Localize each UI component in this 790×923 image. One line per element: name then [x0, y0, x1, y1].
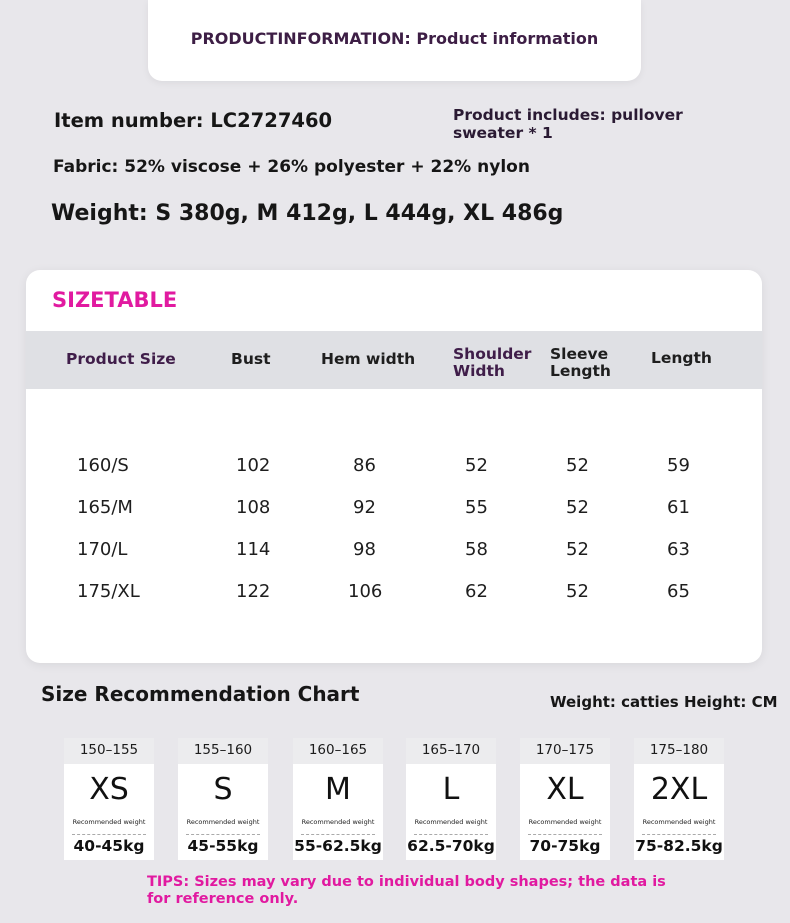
- height-range: 175–180: [634, 738, 724, 764]
- header-bust: Bust: [231, 350, 271, 368]
- size-card-s: [178, 738, 268, 860]
- height-range: 155–160: [178, 738, 268, 764]
- table-row: [26, 539, 762, 581]
- product-includes: Product includes: pullover sweater * 1: [453, 106, 683, 142]
- cell-shoulder-width: 55: [465, 497, 488, 518]
- height-range: 150–155: [64, 738, 154, 764]
- size-card-m: [293, 738, 383, 860]
- size-label: L: [442, 772, 460, 807]
- weight-range: 55-62.5kg: [294, 837, 382, 855]
- divider: [72, 834, 146, 835]
- divider: [186, 834, 260, 835]
- header-product-size: Product Size: [66, 350, 176, 368]
- cell-product-size: 160/S: [77, 455, 129, 476]
- height-range: 160–165: [293, 738, 383, 764]
- table-row: [26, 455, 762, 497]
- header-shoulder-width: Shoulder Width: [453, 345, 532, 380]
- weight-range: 70-75kg: [529, 837, 601, 855]
- item-number: Item number: LC2727460: [54, 109, 333, 132]
- recommended-weight-label: Recommended weight: [72, 818, 146, 826]
- size-table-header: [26, 331, 762, 389]
- size-label: 2XL: [650, 772, 708, 807]
- size-card-xl: [520, 738, 610, 860]
- size-table-title: SIZETABLE: [52, 288, 178, 312]
- size-label: XL: [546, 772, 584, 807]
- height-range: 170–175: [520, 738, 610, 764]
- cell-length: 65: [667, 581, 690, 602]
- cell-hem-width: 98: [353, 539, 376, 560]
- cell-hem-width: 106: [348, 581, 383, 602]
- size-table-card: [26, 270, 762, 663]
- divider: [301, 834, 375, 835]
- table-row: [26, 581, 762, 623]
- weight-range: 40-45kg: [73, 837, 145, 855]
- cell-hem-width: 86: [353, 455, 376, 476]
- product-information-card: [148, 0, 641, 81]
- cell-product-size: 165/M: [77, 497, 133, 518]
- cell-bust: 102: [236, 455, 271, 476]
- units-note: Weight: catties Height: CM: [550, 693, 778, 711]
- weight-range: 62.5-70kg: [407, 837, 495, 855]
- cell-product-size: 170/L: [77, 539, 128, 560]
- size-card-2xl: [634, 738, 724, 860]
- size-card-xs: [64, 738, 154, 860]
- size-card-l: [406, 738, 496, 860]
- recommended-weight-label: Recommended weight: [301, 818, 375, 826]
- cell-bust: 108: [236, 497, 271, 518]
- header-hem-width: Hem width: [321, 350, 416, 368]
- cell-sleeve-length: 52: [566, 539, 589, 560]
- divider: [414, 834, 488, 835]
- recommended-weight-label: Recommended weight: [414, 818, 488, 826]
- height-range: 165–170: [406, 738, 496, 764]
- cell-shoulder-width: 62: [465, 581, 488, 602]
- cell-length: 59: [667, 455, 690, 476]
- divider: [528, 834, 602, 835]
- table-row: [26, 497, 762, 539]
- recommended-weight-label: Recommended weight: [642, 818, 716, 826]
- product-information-title: PRODUCTINFORMATION: Product information: [190, 29, 599, 48]
- cell-length: 63: [667, 539, 690, 560]
- header-length: Length: [651, 349, 712, 367]
- recommended-weight-label: Recommended weight: [528, 818, 602, 826]
- tips-note: TIPS: Sizes may vary due to individual body shapes; the data is for reference only.: [147, 874, 666, 907]
- cell-bust: 114: [236, 539, 271, 560]
- cell-length: 61: [667, 497, 690, 518]
- cell-product-size: 175/XL: [77, 581, 140, 602]
- weight-range: 75-82.5kg: [635, 837, 723, 855]
- fabric-composition: Fabric: 52% viscose + 26% polyester + 22% nylon: [53, 157, 530, 177]
- weight-range: 45-55kg: [187, 837, 259, 855]
- cell-sleeve-length: 52: [566, 455, 589, 476]
- product-weight: Weight: S 380g, M 412g, L 444g, XL 486g: [51, 201, 564, 226]
- cell-shoulder-width: 58: [465, 539, 488, 560]
- cell-sleeve-length: 52: [566, 497, 589, 518]
- cell-shoulder-width: 52: [465, 455, 488, 476]
- size-label: XS: [89, 772, 129, 807]
- divider: [642, 834, 716, 835]
- cell-hem-width: 92: [353, 497, 376, 518]
- size-label: M: [325, 772, 351, 807]
- recommended-weight-label: Recommended weight: [186, 818, 260, 826]
- size-label: S: [213, 772, 233, 807]
- cell-sleeve-length: 52: [566, 581, 589, 602]
- header-sleeve-length: Sleeve Length: [550, 345, 611, 380]
- cell-bust: 122: [236, 581, 271, 602]
- size-recommendation-title: Size Recommendation Chart: [41, 682, 360, 706]
